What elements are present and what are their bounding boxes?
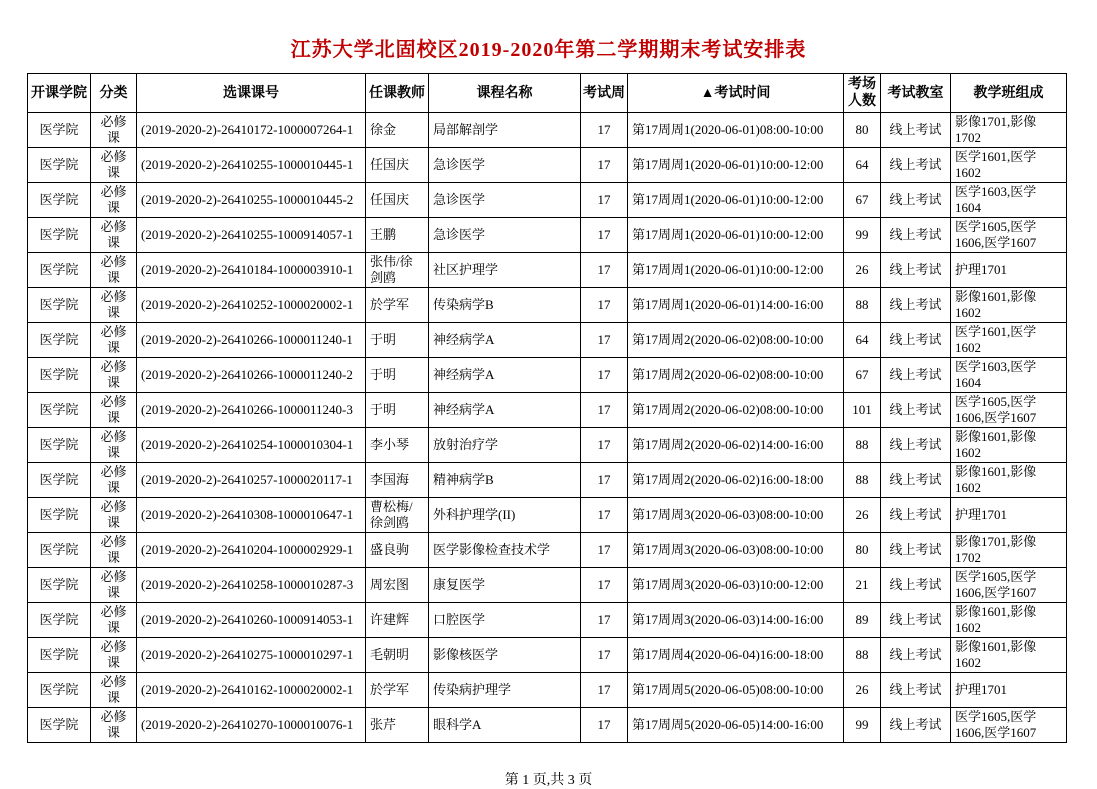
cell-capacity: 99	[844, 708, 881, 743]
cell-exam_time: 第17周周1(2020-06-01)10:00-12:00	[628, 253, 844, 288]
cell-course_no: (2019-2020-2)-26410266-1000011240-2	[137, 358, 366, 393]
cell-class_group: 影像1601,影像1602	[951, 288, 1067, 323]
cell-course_name: 传染病学B	[429, 288, 581, 323]
cell-room: 线上考试	[881, 673, 951, 708]
cell-exam_week: 17	[581, 183, 628, 218]
cell-course_no: (2019-2020-2)-26410266-1000011240-3	[137, 393, 366, 428]
cell-course_name: 外科护理学(II)	[429, 498, 581, 533]
cell-exam_time: 第17周周1(2020-06-01)10:00-12:00	[628, 218, 844, 253]
cell-college: 医学院	[28, 288, 91, 323]
table-row	[28, 638, 1067, 673]
cell-course_no: (2019-2020-2)-26410308-1000010647-1	[137, 498, 366, 533]
cell-class_group: 护理1701	[951, 673, 1067, 708]
exam-schedule-table	[27, 73, 1067, 743]
cell-room: 线上考试	[881, 568, 951, 603]
cell-capacity: 26	[844, 673, 881, 708]
cell-teacher: 于明	[366, 393, 429, 428]
cell-class_group: 影像1701,影像1702	[951, 533, 1067, 568]
cell-course_no: (2019-2020-2)-26410172-1000007264-1	[137, 113, 366, 148]
cell-room: 线上考试	[881, 183, 951, 218]
cell-course_name: 眼科学A	[429, 708, 581, 743]
cell-exam_week: 17	[581, 323, 628, 358]
table-row	[28, 603, 1067, 638]
cell-room: 线上考试	[881, 428, 951, 463]
cell-capacity: 88	[844, 463, 881, 498]
cell-college: 医学院	[28, 463, 91, 498]
cell-exam_time: 第17周周2(2020-06-02)08:00-10:00	[628, 323, 844, 358]
cell-teacher: 盛良驹	[366, 533, 429, 568]
cell-exam_week: 17	[581, 393, 628, 428]
cell-category: 必修课	[91, 428, 137, 463]
cell-college: 医学院	[28, 428, 91, 463]
cell-course_no: (2019-2020-2)-26410270-1000010076-1	[137, 708, 366, 743]
cell-college: 医学院	[28, 113, 91, 148]
cell-category: 必修课	[91, 183, 137, 218]
cell-course_no: (2019-2020-2)-26410260-1000914053-1	[137, 603, 366, 638]
cell-room: 线上考试	[881, 253, 951, 288]
cell-exam_week: 17	[581, 288, 628, 323]
cell-college: 医学院	[28, 323, 91, 358]
cell-course_name: 急诊医学	[429, 148, 581, 183]
cell-category: 必修课	[91, 533, 137, 568]
cell-course_name: 医学影像检查技术学	[429, 533, 581, 568]
cell-capacity: 80	[844, 113, 881, 148]
cell-course_name: 口腔医学	[429, 603, 581, 638]
table-row	[28, 148, 1067, 183]
cell-category: 必修课	[91, 673, 137, 708]
cell-exam_time: 第17周周1(2020-06-01)10:00-12:00	[628, 183, 844, 218]
cell-course_name: 神经病学A	[429, 393, 581, 428]
cell-exam_week: 17	[581, 568, 628, 603]
cell-capacity: 99	[844, 218, 881, 253]
cell-exam_time: 第17周周1(2020-06-01)10:00-12:00	[628, 148, 844, 183]
cell-exam_week: 17	[581, 428, 628, 463]
cell-college: 医学院	[28, 393, 91, 428]
header-cell-college: 开课学院	[28, 74, 91, 113]
cell-college: 医学院	[28, 498, 91, 533]
header-row	[28, 74, 1067, 113]
header-cell-capacity: 考场人数	[844, 74, 881, 113]
cell-exam_week: 17	[581, 533, 628, 568]
cell-class_group: 医学1601,医学1602	[951, 148, 1067, 183]
page-number: 第 1 页,共 3 页	[504, 773, 593, 788]
cell-course_no: (2019-2020-2)-26410184-1000003910-1	[137, 253, 366, 288]
cell-room: 线上考试	[881, 288, 951, 323]
table-row	[28, 498, 1067, 533]
cell-teacher: 曹松梅/徐剑鸥	[366, 498, 429, 533]
cell-room: 线上考试	[881, 393, 951, 428]
header-cell-exam_time: ▲考试时间	[628, 74, 844, 113]
header-cell-course_name: 课程名称	[429, 74, 581, 113]
header-cell-exam_week: 考试周	[581, 74, 628, 113]
cell-teacher: 任国庆	[366, 148, 429, 183]
cell-teacher: 于明	[366, 358, 429, 393]
cell-class_group: 医学1605,医学1606,医学1607	[951, 568, 1067, 603]
cell-teacher: 李国海	[366, 463, 429, 498]
cell-exam_time: 第17周周5(2020-06-05)08:00-10:00	[628, 673, 844, 708]
cell-college: 医学院	[28, 358, 91, 393]
cell-course_no: (2019-2020-2)-26410275-1000010297-1	[137, 638, 366, 673]
cell-category: 必修课	[91, 708, 137, 743]
cell-college: 医学院	[28, 148, 91, 183]
cell-teacher: 张芹	[366, 708, 429, 743]
cell-capacity: 26	[844, 498, 881, 533]
table-row	[28, 393, 1067, 428]
cell-course_name: 急诊医学	[429, 183, 581, 218]
cell-teacher: 王鹏	[366, 218, 429, 253]
cell-exam_time: 第17周周3(2020-06-03)08:00-10:00	[628, 498, 844, 533]
cell-class_group: 影像1601,影像1602	[951, 603, 1067, 638]
cell-teacher: 张伟/徐剑鸥	[366, 253, 429, 288]
cell-college: 医学院	[28, 568, 91, 603]
cell-room: 线上考试	[881, 498, 951, 533]
cell-exam_time: 第17周周1(2020-06-01)08:00-10:00	[628, 113, 844, 148]
cell-category: 必修课	[91, 638, 137, 673]
cell-room: 线上考试	[881, 148, 951, 183]
cell-exam_week: 17	[581, 673, 628, 708]
cell-college: 医学院	[28, 673, 91, 708]
cell-college: 医学院	[28, 183, 91, 218]
cell-exam_time: 第17周周2(2020-06-02)14:00-16:00	[628, 428, 844, 463]
cell-exam_time: 第17周周4(2020-06-04)16:00-18:00	[628, 638, 844, 673]
cell-college: 医学院	[28, 638, 91, 673]
cell-teacher: 于明	[366, 323, 429, 358]
cell-teacher: 徐金	[366, 113, 429, 148]
cell-class_group: 影像1701,影像1702	[951, 113, 1067, 148]
page-title: 江苏大学北固校区2019-2020年第二学期期末考试安排表	[290, 39, 807, 61]
table-row	[28, 113, 1067, 148]
cell-capacity: 88	[844, 638, 881, 673]
cell-category: 必修课	[91, 358, 137, 393]
table-row	[28, 673, 1067, 708]
cell-room: 线上考试	[881, 638, 951, 673]
cell-teacher: 任国庆	[366, 183, 429, 218]
cell-category: 必修课	[91, 498, 137, 533]
cell-course_no: (2019-2020-2)-26410255-1000010445-1	[137, 148, 366, 183]
cell-exam_time: 第17周周2(2020-06-02)08:00-10:00	[628, 393, 844, 428]
cell-capacity: 89	[844, 603, 881, 638]
cell-exam_week: 17	[581, 113, 628, 148]
cell-room: 线上考试	[881, 533, 951, 568]
cell-course_name: 局部解剖学	[429, 113, 581, 148]
table-row	[28, 533, 1067, 568]
cell-college: 医学院	[28, 218, 91, 253]
cell-category: 必修课	[91, 288, 137, 323]
cell-room: 线上考试	[881, 323, 951, 358]
cell-class_group: 医学1605,医学1606,医学1607	[951, 708, 1067, 743]
cell-capacity: 88	[844, 288, 881, 323]
cell-class_group: 医学1605,医学1606,医学1607	[951, 218, 1067, 253]
cell-room: 线上考试	[881, 708, 951, 743]
cell-capacity: 21	[844, 568, 881, 603]
cell-capacity: 101	[844, 393, 881, 428]
cell-class_group: 护理1701	[951, 253, 1067, 288]
cell-room: 线上考试	[881, 358, 951, 393]
cell-category: 必修课	[91, 568, 137, 603]
cell-capacity: 80	[844, 533, 881, 568]
cell-class_group: 医学1601,医学1602	[951, 323, 1067, 358]
table-row	[28, 218, 1067, 253]
cell-course_no: (2019-2020-2)-26410204-1000002929-1	[137, 533, 366, 568]
cell-category: 必修课	[91, 323, 137, 358]
cell-room: 线上考试	[881, 218, 951, 253]
cell-exam_time: 第17周周5(2020-06-05)14:00-16:00	[628, 708, 844, 743]
cell-class_group: 医学1603,医学1604	[951, 358, 1067, 393]
cell-room: 线上考试	[881, 603, 951, 638]
table-row	[28, 708, 1067, 743]
cell-exam_week: 17	[581, 638, 628, 673]
cell-exam_time: 第17周周3(2020-06-03)08:00-10:00	[628, 533, 844, 568]
cell-teacher: 许建辉	[366, 603, 429, 638]
cell-course_no: (2019-2020-2)-26410266-1000011240-1	[137, 323, 366, 358]
cell-category: 必修课	[91, 603, 137, 638]
cell-class_group: 影像1601,影像1602	[951, 428, 1067, 463]
cell-course_name: 精神病学B	[429, 463, 581, 498]
table-row	[28, 323, 1067, 358]
cell-room: 线上考试	[881, 113, 951, 148]
cell-course_name: 康复医学	[429, 568, 581, 603]
table-row	[28, 288, 1067, 323]
cell-college: 医学院	[28, 603, 91, 638]
cell-course_name: 神经病学A	[429, 323, 581, 358]
cell-exam_time: 第17周周3(2020-06-03)14:00-16:00	[628, 603, 844, 638]
cell-exam_week: 17	[581, 463, 628, 498]
cell-exam_week: 17	[581, 253, 628, 288]
cell-capacity: 67	[844, 358, 881, 393]
cell-class_group: 影像1601,影像1602	[951, 638, 1067, 673]
header-cell-category: 分类	[91, 74, 137, 113]
cell-exam_week: 17	[581, 603, 628, 638]
header-cell-room: 考试教室	[881, 74, 951, 113]
cell-teacher: 於学军	[366, 673, 429, 708]
cell-exam_week: 17	[581, 218, 628, 253]
cell-teacher: 毛朝明	[366, 638, 429, 673]
cell-teacher: 周宏图	[366, 568, 429, 603]
header-cell-class_group: 教学班组成	[951, 74, 1067, 113]
cell-category: 必修课	[91, 393, 137, 428]
cell-capacity: 67	[844, 183, 881, 218]
table-row	[28, 183, 1067, 218]
cell-course_name: 影像核医学	[429, 638, 581, 673]
cell-class_group: 护理1701	[951, 498, 1067, 533]
cell-room: 线上考试	[881, 463, 951, 498]
table-row	[28, 253, 1067, 288]
cell-exam_time: 第17周周2(2020-06-02)08:00-10:00	[628, 358, 844, 393]
cell-course_name: 传染病护理学	[429, 673, 581, 708]
cell-course_no: (2019-2020-2)-26410162-1000020002-1	[137, 673, 366, 708]
cell-category: 必修课	[91, 463, 137, 498]
header-cell-teacher: 任课教师	[366, 74, 429, 113]
cell-course_no: (2019-2020-2)-26410255-1000010445-2	[137, 183, 366, 218]
cell-exam_time: 第17周周2(2020-06-02)16:00-18:00	[628, 463, 844, 498]
cell-course_name: 神经病学A	[429, 358, 581, 393]
cell-course_name: 急诊医学	[429, 218, 581, 253]
table-row	[28, 568, 1067, 603]
cell-teacher: 於学军	[366, 288, 429, 323]
cell-exam_time: 第17周周3(2020-06-03)10:00-12:00	[628, 568, 844, 603]
cell-course_name: 社区护理学	[429, 253, 581, 288]
cell-category: 必修课	[91, 253, 137, 288]
table-body	[28, 113, 1067, 743]
cell-class_group: 影像1601,影像1602	[951, 463, 1067, 498]
cell-course_name: 放射治疗学	[429, 428, 581, 463]
cell-college: 医学院	[28, 533, 91, 568]
cell-category: 必修课	[91, 148, 137, 183]
header-cell-course_no: 选课课号	[137, 74, 366, 113]
cell-college: 医学院	[28, 253, 91, 288]
cell-course_no: (2019-2020-2)-26410257-1000020117-1	[137, 463, 366, 498]
cell-category: 必修课	[91, 113, 137, 148]
cell-college: 医学院	[28, 708, 91, 743]
cell-course_no: (2019-2020-2)-26410254-1000010304-1	[137, 428, 366, 463]
cell-capacity: 64	[844, 323, 881, 358]
cell-class_group: 医学1605,医学1606,医学1607	[951, 393, 1067, 428]
cell-exam_week: 17	[581, 148, 628, 183]
cell-exam_week: 17	[581, 708, 628, 743]
cell-category: 必修课	[91, 218, 137, 253]
cell-course_no: (2019-2020-2)-26410258-1000010287-3	[137, 568, 366, 603]
table-row	[28, 358, 1067, 393]
cell-capacity: 26	[844, 253, 881, 288]
cell-exam_week: 17	[581, 498, 628, 533]
cell-exam_time: 第17周周1(2020-06-01)14:00-16:00	[628, 288, 844, 323]
cell-exam_week: 17	[581, 358, 628, 393]
cell-course_no: (2019-2020-2)-26410255-1000914057-1	[137, 218, 366, 253]
cell-teacher: 李小琴	[366, 428, 429, 463]
cell-class_group: 医学1603,医学1604	[951, 183, 1067, 218]
cell-capacity: 88	[844, 428, 881, 463]
cell-course_no: (2019-2020-2)-26410252-1000020002-1	[137, 288, 366, 323]
cell-capacity: 64	[844, 148, 881, 183]
table-row	[28, 463, 1067, 498]
table-row	[28, 428, 1067, 463]
